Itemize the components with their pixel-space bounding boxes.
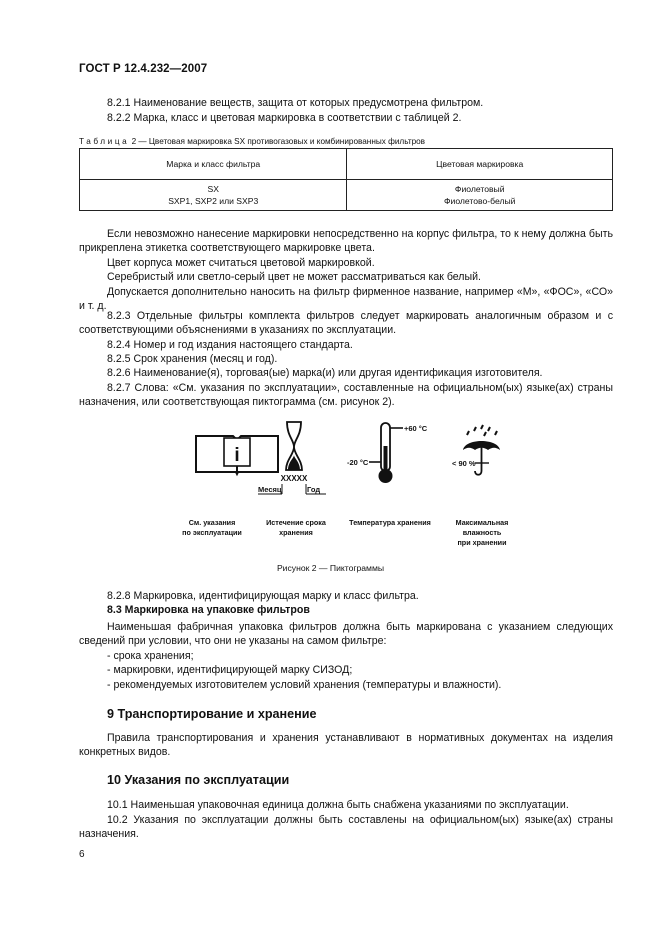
page-number: 6	[79, 849, 85, 860]
item-8-2-6: 8.2.6 Наименование(я), торговая(ые) марка(и) или другая идентификация изготовителя.	[107, 367, 543, 379]
list-item: - маркировки, идентифицирующей марку СИЗОД;	[107, 664, 353, 676]
figure-caption: Рисунок 2 — Пиктограммы	[276, 563, 385, 573]
section-8-3-intro: Наименьшая фабричная упаковка фильтров должна быть маркирована с указанием следующих сведений при условии, что они не указаны на самом фильтре:	[79, 621, 613, 648]
table-header-cell: Марка и класс фильтра	[80, 149, 347, 180]
table-caption-text: 2 — Цветовая маркировка SX противогазовых и комбинированных фильтров	[129, 137, 426, 146]
paragraph-silver-color: Серебристый или светло-серый цвет не может рассматриваться как белый.	[107, 271, 481, 283]
label-text: Истечение срока хранения	[266, 518, 326, 537]
temperature-max: +60 °С	[404, 424, 428, 433]
hourglass-code: XXXXX	[280, 474, 308, 483]
pictogram-label-expiry	[256, 518, 336, 538]
cell-line: Фиолетовый	[454, 184, 505, 194]
section-8-3-title: 8.3 Маркировка на упаковке фильтров	[107, 604, 310, 616]
table-header-cell: Цветовая маркировка	[347, 149, 613, 180]
item-10-1: 10.1 Наименьшая упаковочная единица должна быть снабжена указаниями по эксплуатации.	[107, 799, 569, 811]
section-9-text: Правила транспортирования и хранения устанавливают в нормативных документах на изделия конкретных видов.	[79, 732, 613, 759]
label-text: См. указания по эксплуатации	[182, 518, 242, 537]
thermometer-icon	[347, 423, 428, 483]
item-8-2-3: 8.2.3 Отдельные фильтры комплекта фильтров следует маркировать аналогичным образом и с соответствующими объяснениями в указаниях по эксплуатации.	[79, 310, 613, 337]
hourglass-year: Год	[307, 485, 321, 494]
cell-line: Фиолетово-белый	[443, 196, 516, 206]
temperature-min: -20 °С	[347, 458, 369, 467]
book-icon	[196, 436, 278, 474]
document-code-header: ГОСТ Р 12.4.232—2007	[79, 63, 208, 75]
label-text: Температура хранения	[349, 518, 431, 527]
table-caption-label: Таблица	[79, 137, 130, 146]
section-9-title: 9 Транспортирование и хранение	[107, 707, 317, 721]
info-letter: i	[234, 445, 240, 466]
item-8-2-4: 8.2.4 Номер и год издания настоящего стандарта.	[107, 339, 353, 351]
item-8-2-7: 8.2.7 Слова: «См. указания по эксплуатации», составленные на официальном(ых) языке(ах) страны назначения, или соответствующая пиктограмма (см. рисунок 2).	[79, 382, 613, 409]
item-8-2-8: 8.2.8 Маркировка, идентифицирующая марку и класс фильтра.	[107, 590, 419, 602]
item-8-2-2: 8.2.2 Марка, класс и цветовая маркировка в соответствии с таблицей 2.	[107, 112, 462, 124]
cell-line: SX	[207, 184, 219, 194]
item-8-2-1: 8.2.1 Наименование веществ, защита от которых предусмотрена фильтром.	[107, 97, 484, 109]
section-10-title: 10 Указания по эксплуатации	[107, 773, 290, 787]
list-item: - рекомендуемых изготовителем условий хранения (температуры и влажности).	[107, 679, 502, 691]
item-10-2: 10.2 Указания по эксплуатации должны быть составлены на официальном(ых) языке(ах) страны назначения.	[79, 814, 613, 841]
label-text: Максимальная влажность при хранении	[455, 518, 509, 547]
paragraph-body-color: Цвет корпуса может считаться цветовой маркировкой.	[107, 257, 375, 269]
hourglass-month: Месяц	[258, 485, 282, 494]
item-8-2-5: 8.2.5 Срок хранения (месяц и год).	[107, 353, 278, 365]
cell-line: SXP1, SXP2 или SXP3	[168, 196, 259, 206]
umbrella-rain-icon	[452, 425, 500, 475]
hourglass-icon	[258, 422, 326, 494]
paragraph-brand-name: Допускается дополнительно наносить на фильтр фирменное название, например «М», «ФОС», «СО» и т. д.	[79, 286, 613, 313]
pictogram-label-instructions	[172, 518, 252, 538]
pictogram-label-humidity	[442, 518, 522, 548]
humidity-value: < 90 %	[452, 459, 476, 468]
pictogram-label-temperature	[340, 518, 440, 528]
paragraph-label-attach: Если невозможно нанесение маркировки непосредственно на корпус фильтра, то к нему должна быть прикреплена этикетка соответствующего маркировке цвета.	[79, 228, 613, 255]
list-item: - срока хранения;	[107, 650, 194, 662]
